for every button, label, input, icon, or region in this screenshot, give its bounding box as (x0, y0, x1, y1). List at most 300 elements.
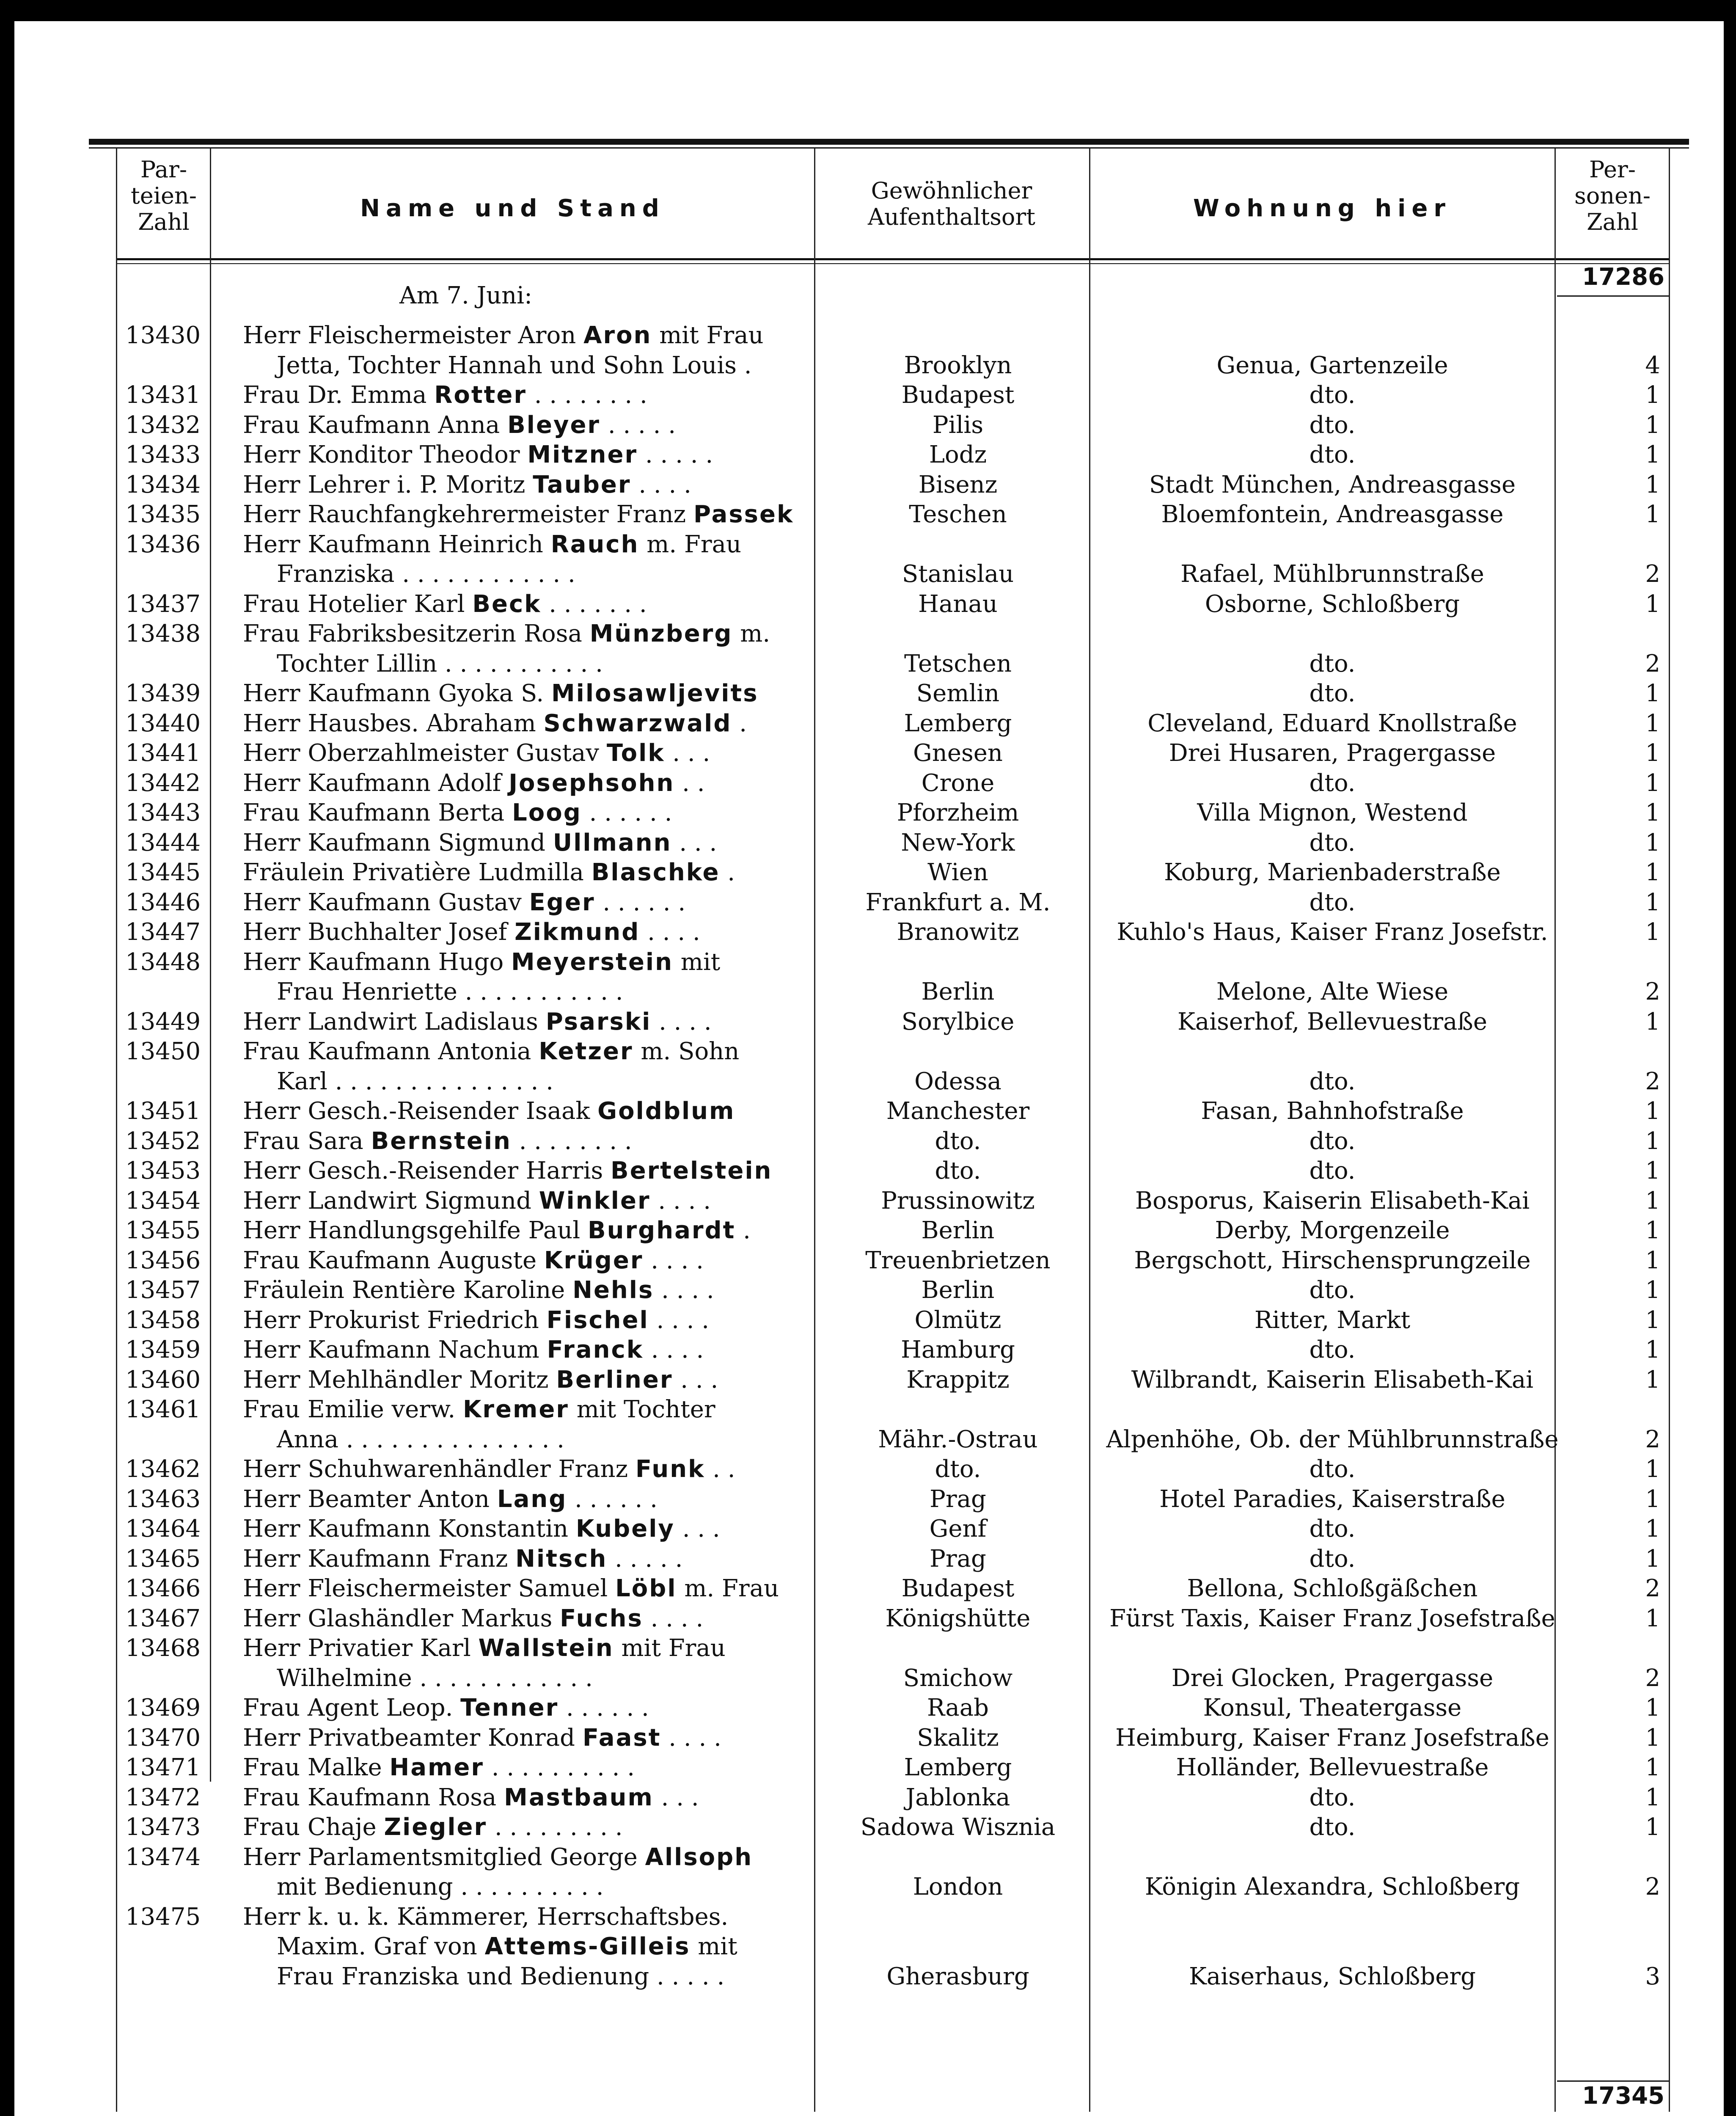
lodging-address: dto. (1309, 411, 1356, 439)
surname: Ziegler (384, 1813, 487, 1841)
entry-name-line: Frau Fabriksbesitzerin Rosa Münzberg m. (243, 620, 770, 647)
person-count: 2 (1645, 978, 1660, 1006)
lodging-address: Koburg, Marienbaderstraße (1164, 859, 1501, 886)
party-number: 13449 (125, 1008, 201, 1036)
entry-name-line: Herr Gesch.-Reisender Isaak Goldblum (243, 1097, 735, 1125)
usual-residence: Teschen (909, 501, 1007, 528)
entry-name-line: Frau Hotelier Karl Beck . . . . . . . (243, 590, 647, 618)
usual-residence: Gherasburg (886, 1962, 1029, 1990)
usual-residence: Odessa (914, 1067, 1001, 1095)
entry-name-line: Franziska . . . . . . . . . . . . (277, 560, 575, 588)
surname: Tolk (606, 739, 665, 767)
lodging-address: Genua, Gartenzeile (1216, 351, 1448, 379)
person-count: 1 (1645, 441, 1660, 468)
person-count: 1 (1645, 1724, 1660, 1752)
surname: Burghardt (587, 1217, 736, 1244)
lodging-address: Kuhlo's Haus, Kaiser Franz Josefstr. (1117, 918, 1548, 946)
lodging-address: Bellona, Schloßgäßchen (1187, 1575, 1478, 1602)
lodging-address: dto. (1309, 1545, 1356, 1573)
entry-name-line: Frau Henriette . . . . . . . . . . . (277, 978, 623, 1006)
party-number: 13430 (125, 322, 201, 349)
usual-residence: Brooklyn (904, 351, 1012, 379)
lodging-address: Drei Husaren, Pragergasse (1169, 739, 1496, 767)
person-count: 1 (1645, 1336, 1660, 1364)
usual-residence: Wien (927, 859, 988, 886)
party-number: 13459 (125, 1336, 201, 1364)
party-number: 13438 (125, 620, 201, 647)
party-number: 13431 (125, 381, 201, 409)
lodging-address: Kaiserhaus, Schloßberg (1189, 1962, 1476, 1990)
entry-name-line: Herr Kaufmann Heinrich Rauch m. Frau (243, 530, 742, 558)
surname: Münzberg (589, 620, 733, 647)
party-number: 13445 (125, 859, 201, 886)
entry-name-line: Herr Kaufmann Sigmund Ullmann . . . (243, 829, 717, 857)
header-rule-thin (116, 263, 1669, 264)
lodging-address: Derby, Morgenzeile (1215, 1217, 1450, 1244)
header-party-number: Par- teien- Zahl (131, 156, 197, 235)
lodging-address: dto. (1309, 1783, 1356, 1811)
person-count: 1 (1645, 1545, 1660, 1573)
party-number: 13440 (125, 709, 201, 737)
person-count: 1 (1645, 680, 1660, 707)
entry-name-line: Herr Kaufmann Franz Nitsch . . . . . (243, 1545, 683, 1573)
person-count: 1 (1645, 1604, 1660, 1632)
party-number: 13471 (125, 1754, 201, 1781)
person-count: 3 (1645, 1962, 1660, 1990)
surname: Meyerstein (511, 948, 673, 976)
surname: Berliner (556, 1366, 673, 1394)
party-number: 13455 (125, 1217, 201, 1244)
person-count: 2 (1645, 560, 1660, 588)
column-rule-right (1669, 148, 1670, 2112)
surname: Kubely (575, 1515, 675, 1543)
person-count: 1 (1645, 829, 1660, 857)
party-number: 13446 (125, 888, 201, 916)
usual-residence: New-York (901, 829, 1015, 857)
lodging-address: dto. (1309, 1515, 1356, 1543)
person-count: 1 (1645, 799, 1660, 827)
usual-residence: Crone (921, 769, 995, 797)
surname: Lang (497, 1485, 567, 1513)
party-number: 13441 (125, 739, 201, 767)
usual-residence: dto. (935, 1157, 981, 1185)
lodging-address: Königin Alexandra, Schloßberg (1144, 1873, 1520, 1901)
surname: Nitsch (515, 1545, 608, 1573)
header-usual-residence: Gewöhnlicher Aufenthaltsort (868, 177, 1035, 230)
header-person-count: Per- sonen- Zahl (1574, 156, 1651, 235)
entry-name-line: Herr Prokurist Friedrich Fischel . . . . (243, 1306, 710, 1334)
lodging-address: Bloemfontein, Andreasgasse (1161, 501, 1504, 528)
entry-name-line: Frau Sara Bernstein . . . . . . . . (243, 1127, 632, 1155)
lodging-address: Drei Glocken, Pragergasse (1171, 1664, 1494, 1692)
usual-residence: Lemberg (904, 1754, 1012, 1781)
entry-name-line: Frau Malke Hamer . . . . . . . . . . (243, 1754, 635, 1781)
surname: Eger (529, 888, 595, 916)
party-number: 13443 (125, 799, 201, 827)
entry-name-line: Frau Kaufmann Antonia Ketzer m. Sohn (243, 1038, 740, 1065)
person-count: 4 (1645, 351, 1660, 379)
entry-name-line: Herr Konditor Theodor Mitzner . . . . . (243, 441, 713, 468)
entry-name-line: Tochter Lillin . . . . . . . . . . . (277, 650, 603, 678)
person-count: 1 (1645, 471, 1660, 499)
surname: Fuchs (560, 1604, 643, 1632)
usual-residence: Hanau (918, 590, 998, 618)
usual-residence: Berlin (921, 1217, 995, 1244)
lodging-address: Bosporus, Kaiserin Elisabeth-Kai (1135, 1187, 1530, 1215)
person-count: 2 (1645, 1664, 1660, 1692)
entry-name-line: Frau Kaufmann Berta Loog . . . . . . (243, 799, 672, 827)
party-number: 13433 (125, 441, 201, 468)
entry-name-line: Frau Kaufmann Rosa Mastbaum . . . (243, 1783, 699, 1811)
surname: Psarski (545, 1008, 652, 1036)
person-count: 1 (1645, 1485, 1660, 1513)
entry-name-line: Herr Mehlhändler Moritz Berliner . . . (243, 1366, 718, 1394)
surname: Ullmann (553, 829, 672, 857)
person-count: 1 (1645, 1276, 1660, 1304)
surname: Bertelstein (611, 1157, 773, 1185)
entry-name-line: Herr k. u. k. Kämmerer, Herrschaftsbes. (243, 1903, 729, 1931)
party-number: 13466 (125, 1575, 201, 1602)
surname: Attems-Gilleis (484, 1933, 691, 1960)
usual-residence: dto. (935, 1127, 981, 1155)
lodging-address: Fürst Taxis, Kaiser Franz Josefstraße (1109, 1604, 1555, 1632)
carry-out-total: 17345 (1582, 2082, 1664, 2110)
party-number: 13448 (125, 948, 201, 976)
lodging-address: dto. (1309, 769, 1356, 797)
party-number: 13442 (125, 769, 201, 797)
party-number: 13473 (125, 1813, 201, 1841)
entry-name-line: Herr Kaufmann Adolf Josephsohn . . (243, 769, 705, 797)
surname: Tauber (533, 471, 631, 499)
top-rule (89, 139, 1689, 145)
party-number: 13460 (125, 1366, 201, 1394)
person-count: 1 (1645, 1783, 1660, 1811)
party-number: 13470 (125, 1724, 201, 1752)
person-count: 1 (1645, 1246, 1660, 1274)
person-count: 1 (1645, 501, 1660, 528)
surname: Hamer (389, 1754, 484, 1781)
entry-name-line: Frau Franziska und Bedienung . . . . . (277, 1962, 725, 1990)
usual-residence: Pilis (932, 411, 984, 439)
party-number: 13453 (125, 1157, 201, 1185)
usual-residence: Gnesen (913, 739, 1003, 767)
surname: Loog (512, 799, 582, 827)
party-number: 13434 (125, 471, 201, 499)
lodging-address: dto. (1309, 1276, 1356, 1304)
usual-residence: Berlin (921, 1276, 995, 1304)
entry-name-line: Frau Kaufmann Anna Bleyer . . . . . (243, 411, 676, 439)
surname: Milosawljevits (551, 680, 759, 707)
lodging-address: dto. (1309, 441, 1356, 468)
lodging-address: dto. (1309, 888, 1356, 916)
header-lodging-here: Wohnung hier (1193, 195, 1451, 222)
entry-name-line: Herr Privatbeamter Konrad Faast . . . . (243, 1724, 721, 1752)
surname: Kremer (462, 1396, 569, 1423)
entry-name-line: Herr Buchhalter Josef Zikmund . . . . (243, 918, 700, 946)
entry-name-line: Fräulein Rentière Karoline Nehls . . . . (243, 1276, 714, 1304)
lodging-address: dto. (1309, 1157, 1356, 1185)
lodging-address: dto. (1309, 1067, 1356, 1095)
carry-in-total: 17286 (1582, 263, 1664, 291)
lodging-address: dto. (1309, 1813, 1356, 1841)
lodging-address: dto. (1309, 1127, 1356, 1155)
lodging-address: Holländer, Bellevuestraße (1176, 1754, 1489, 1781)
person-count: 1 (1645, 1008, 1660, 1036)
person-count: 1 (1645, 918, 1660, 946)
entry-name-line: Herr Kaufmann Gustav Eger . . . . . . (243, 888, 686, 916)
usual-residence: Stanislau (902, 560, 1014, 588)
entry-name-line: mit Bedienung . . . . . . . . . . (277, 1873, 604, 1901)
person-count: 1 (1645, 1217, 1660, 1244)
usual-residence: Mähr.-Ostrau (878, 1425, 1038, 1453)
carry-in-rule (1557, 295, 1669, 297)
entry-name-line: Herr Lehrer i. P. Moritz Tauber . . . . (243, 471, 691, 499)
lodging-address: Kaiserhof, Bellevuestraße (1178, 1008, 1487, 1036)
surname: Ketzer (539, 1038, 633, 1065)
usual-residence: Prag (930, 1485, 986, 1513)
party-number: 13467 (125, 1604, 201, 1632)
surname: Mastbaum (504, 1783, 654, 1811)
surname: Krüger (544, 1246, 644, 1274)
entry-name-line: Herr Fleischermeister Samuel Löbl m. Frau (243, 1575, 779, 1602)
lodging-address: Wilbrandt, Kaiserin Elisabeth-Kai (1131, 1366, 1534, 1394)
person-count: 2 (1645, 1873, 1660, 1901)
party-number: 13456 (125, 1246, 201, 1274)
usual-residence: dto. (935, 1455, 981, 1483)
party-number: 13461 (125, 1396, 201, 1423)
person-count: 1 (1645, 381, 1660, 409)
party-number: 13450 (125, 1038, 201, 1065)
party-number: 13432 (125, 411, 201, 439)
usual-residence: Lodz (929, 441, 987, 468)
usual-residence: Manchester (886, 1097, 1030, 1125)
person-count: 1 (1645, 1694, 1660, 1722)
entry-name-line: Anna . . . . . . . . . . . . . . . (277, 1425, 564, 1453)
entry-name-line: Herr Kaufmann Hugo Meyerstein mit (243, 948, 721, 976)
entry-name-line: Herr Parlamentsmitglied George Allsoph (243, 1843, 753, 1871)
entry-name-line: Herr Hausbes. Abraham Schwarzwald . (243, 709, 747, 737)
usual-residence: Frankfurt a. M. (865, 888, 1051, 916)
usual-residence: Berlin (921, 978, 995, 1006)
lodging-address: dto. (1309, 829, 1356, 857)
person-count: 1 (1645, 411, 1660, 439)
person-count: 2 (1645, 1425, 1660, 1453)
party-number: 13475 (125, 1903, 201, 1931)
lodging-address: Fasan, Bahnhofstraße (1201, 1097, 1464, 1125)
party-number: 13474 (125, 1843, 201, 1871)
entry-name-line: Herr Gesch.-Reisender Harris Bertelstein (243, 1157, 773, 1185)
surname: Goldblum (597, 1097, 735, 1125)
entry-name-line: Frau Agent Leop. Tenner . . . . . . (243, 1694, 649, 1722)
lodging-address: Osborne, Schloßberg (1205, 590, 1460, 618)
surname: Rotter (434, 381, 527, 409)
entry-name-line: Maxim. Graf von Attems-Gilleis mit (277, 1933, 737, 1960)
usual-residence: Budapest (901, 381, 1015, 409)
usual-residence: Branowitz (897, 918, 1019, 946)
surname: Nehls (572, 1276, 654, 1304)
person-count: 1 (1645, 1157, 1660, 1185)
entry-name-line: Frau Kaufmann Auguste Krüger . . . . (243, 1246, 704, 1274)
party-number: 13447 (125, 918, 201, 946)
lodging-address: Stadt München, Andreasgasse (1149, 471, 1516, 499)
lodging-address: dto. (1309, 1336, 1356, 1364)
party-number: 13469 (125, 1694, 201, 1722)
entry-name-line: Herr Beamter Anton Lang . . . . . . (243, 1485, 658, 1513)
person-count: 2 (1645, 1067, 1660, 1095)
surname: Mitzner (527, 441, 638, 468)
lodging-address: Konsul, Theatergasse (1203, 1694, 1462, 1722)
lodging-address: dto. (1309, 1455, 1356, 1483)
surname: Allsoph (645, 1843, 753, 1871)
entry-name-line: Herr Schuhwarenhändler Franz Funk . . (243, 1455, 735, 1483)
lodging-address: Hotel Paradies, Kaiserstraße (1159, 1485, 1505, 1513)
party-number: 13464 (125, 1515, 201, 1543)
entry-name-line: Herr Kaufmann Nachum Franck . . . . (243, 1336, 704, 1364)
usual-residence: Krappitz (906, 1366, 1010, 1394)
person-count: 1 (1645, 1366, 1660, 1394)
usual-residence: Bisenz (918, 471, 998, 499)
entry-name-line: Herr Oberzahlmeister Gustav Tolk . . . (243, 739, 710, 767)
surname: Rauch (550, 530, 639, 558)
entry-name-line: Herr Fleischermeister Aron Aron mit Frau (243, 322, 764, 349)
entry-name-line: Frau Dr. Emma Rotter . . . . . . . . (243, 381, 647, 409)
usual-residence: Semlin (916, 680, 1000, 707)
person-count: 1 (1645, 888, 1660, 916)
usual-residence: Hamburg (901, 1336, 1015, 1364)
party-number: 13454 (125, 1187, 201, 1215)
lodging-address: Rafael, Mühlbrunnstraße (1180, 560, 1484, 588)
entry-name-line: Herr Rauchfangkehrermeister Franz Passek (243, 501, 794, 528)
party-number: 13457 (125, 1276, 201, 1304)
usual-residence: Jablonka (905, 1783, 1010, 1811)
usual-residence: Skalitz (917, 1724, 999, 1752)
entry-name-line: Herr Kaufmann Gyoka S. Milosawljevits (243, 680, 759, 707)
usual-residence: Smichow (903, 1664, 1013, 1692)
surname: Fischel (546, 1306, 649, 1334)
surname: Blaschke (591, 859, 720, 886)
surname: Franck (547, 1336, 644, 1364)
lodging-address: Melone, Alte Wiese (1216, 978, 1449, 1006)
lodging-address: dto. (1309, 381, 1356, 409)
lodging-address: Villa Mignon, Westend (1197, 799, 1468, 827)
entry-name-line: Jetta, Tochter Hannah und Sohn Louis . (277, 351, 752, 379)
surname: Bleyer (507, 411, 601, 439)
register-page (14, 21, 1724, 2116)
party-number: 13472 (125, 1783, 201, 1811)
party-number: 13437 (125, 590, 201, 618)
person-count: 1 (1645, 769, 1660, 797)
usual-residence: Königshütte (885, 1604, 1031, 1632)
surname: Löbl (615, 1575, 677, 1602)
surname: Josephsohn (509, 769, 675, 797)
usual-residence: Tetschen (904, 650, 1012, 678)
usual-residence: Sorylbice (901, 1008, 1015, 1036)
lodging-address: Ritter, Markt (1254, 1306, 1411, 1334)
person-count: 2 (1645, 1575, 1660, 1602)
person-count: 1 (1645, 1754, 1660, 1781)
usual-residence: Prag (930, 1545, 986, 1573)
person-count: 1 (1645, 1187, 1660, 1215)
carry-out-rule (1557, 2080, 1669, 2082)
party-number: 13465 (125, 1545, 201, 1573)
header-rule (116, 258, 1669, 260)
party-number: 13462 (125, 1455, 201, 1483)
party-number: 13463 (125, 1485, 201, 1513)
person-count: 2 (1645, 650, 1660, 678)
date-heading: Am 7. Juni: (399, 282, 532, 309)
usual-residence: London (913, 1873, 1003, 1901)
entry-name-line: Herr Landwirt Ladislaus Psarski . . . . (243, 1008, 712, 1036)
person-count: 1 (1645, 1515, 1660, 1543)
surname: Bernstein (371, 1127, 512, 1155)
surname: Tenner (460, 1694, 559, 1722)
entry-name-line: Frau Chaje Ziegler . . . . . . . . . (243, 1813, 623, 1841)
column-rule-3 (1089, 148, 1090, 2112)
lodging-address: Alpenhöhe, Ob. der Mühlbrunnstraße (1106, 1425, 1559, 1453)
lodging-address: Bergschott, Hirschensprungzeile (1134, 1246, 1531, 1274)
entry-name-line: Frau Emilie verw. Kremer mit Tochter (243, 1396, 715, 1423)
usual-residence: Genf (929, 1515, 987, 1543)
entry-name-line: Herr Handlungsgehilfe Paul Burghardt . (243, 1217, 751, 1244)
person-count: 1 (1645, 1306, 1660, 1334)
usual-residence: Pforzheim (897, 799, 1019, 827)
person-count: 1 (1645, 1127, 1660, 1155)
usual-residence: Olmütz (914, 1306, 1001, 1334)
party-number: 13452 (125, 1127, 201, 1155)
person-count: 1 (1645, 739, 1660, 767)
party-number: 13444 (125, 829, 201, 857)
usual-residence: Sadowa Wisznia (860, 1813, 1056, 1841)
person-count: 1 (1645, 1097, 1660, 1125)
entry-name-line: Wilhelmine . . . . . . . . . . . . (277, 1664, 593, 1692)
usual-residence: Prussinowitz (881, 1187, 1035, 1215)
surname: Funk (635, 1455, 705, 1483)
party-number: 13458 (125, 1306, 201, 1334)
column-rule-left (116, 148, 117, 2112)
surname: Schwarzwald (543, 709, 732, 737)
top-rule-thin (89, 147, 1689, 149)
lodging-address: Heimburg, Kaiser Franz Josefstraße (1115, 1724, 1549, 1752)
entry-name-line: Fräulein Privatière Ludmilla Blaschke . (243, 859, 735, 886)
surname: Winkler (539, 1187, 651, 1215)
party-number: 13451 (125, 1097, 201, 1125)
usual-residence: Treuenbrietzen (865, 1246, 1051, 1274)
surname: Zikmund (514, 918, 640, 946)
entry-name-line: Herr Privatier Karl Wallstein mit Frau (243, 1634, 726, 1662)
person-count: 1 (1645, 1813, 1660, 1841)
person-count: 1 (1645, 859, 1660, 886)
party-number: 13439 (125, 680, 201, 707)
surname: Passek (693, 501, 794, 528)
usual-residence: Raab (927, 1694, 989, 1722)
person-count: 1 (1645, 709, 1660, 737)
header-name-and-status: Name und Stand (360, 195, 665, 222)
surname: Wallstein (478, 1634, 614, 1662)
surname: Aron (583, 322, 652, 349)
lodging-address: Cleveland, Eduard Knollstraße (1147, 709, 1517, 737)
entry-name-line: Herr Kaufmann Konstantin Kubely . . . (243, 1515, 720, 1543)
party-number: 13468 (125, 1634, 201, 1662)
entry-name-line: Karl . . . . . . . . . . . . . . . (277, 1067, 553, 1095)
usual-residence: Budapest (901, 1575, 1015, 1602)
surname: Faast (582, 1724, 661, 1752)
lodging-address: dto. (1309, 650, 1356, 678)
person-count: 1 (1645, 590, 1660, 618)
entry-name-line: Herr Glashändler Markus Fuchs . . . . (243, 1604, 704, 1632)
usual-residence: Lemberg (904, 709, 1012, 737)
person-count: 1 (1645, 1455, 1660, 1483)
surname: Beck (472, 590, 542, 618)
